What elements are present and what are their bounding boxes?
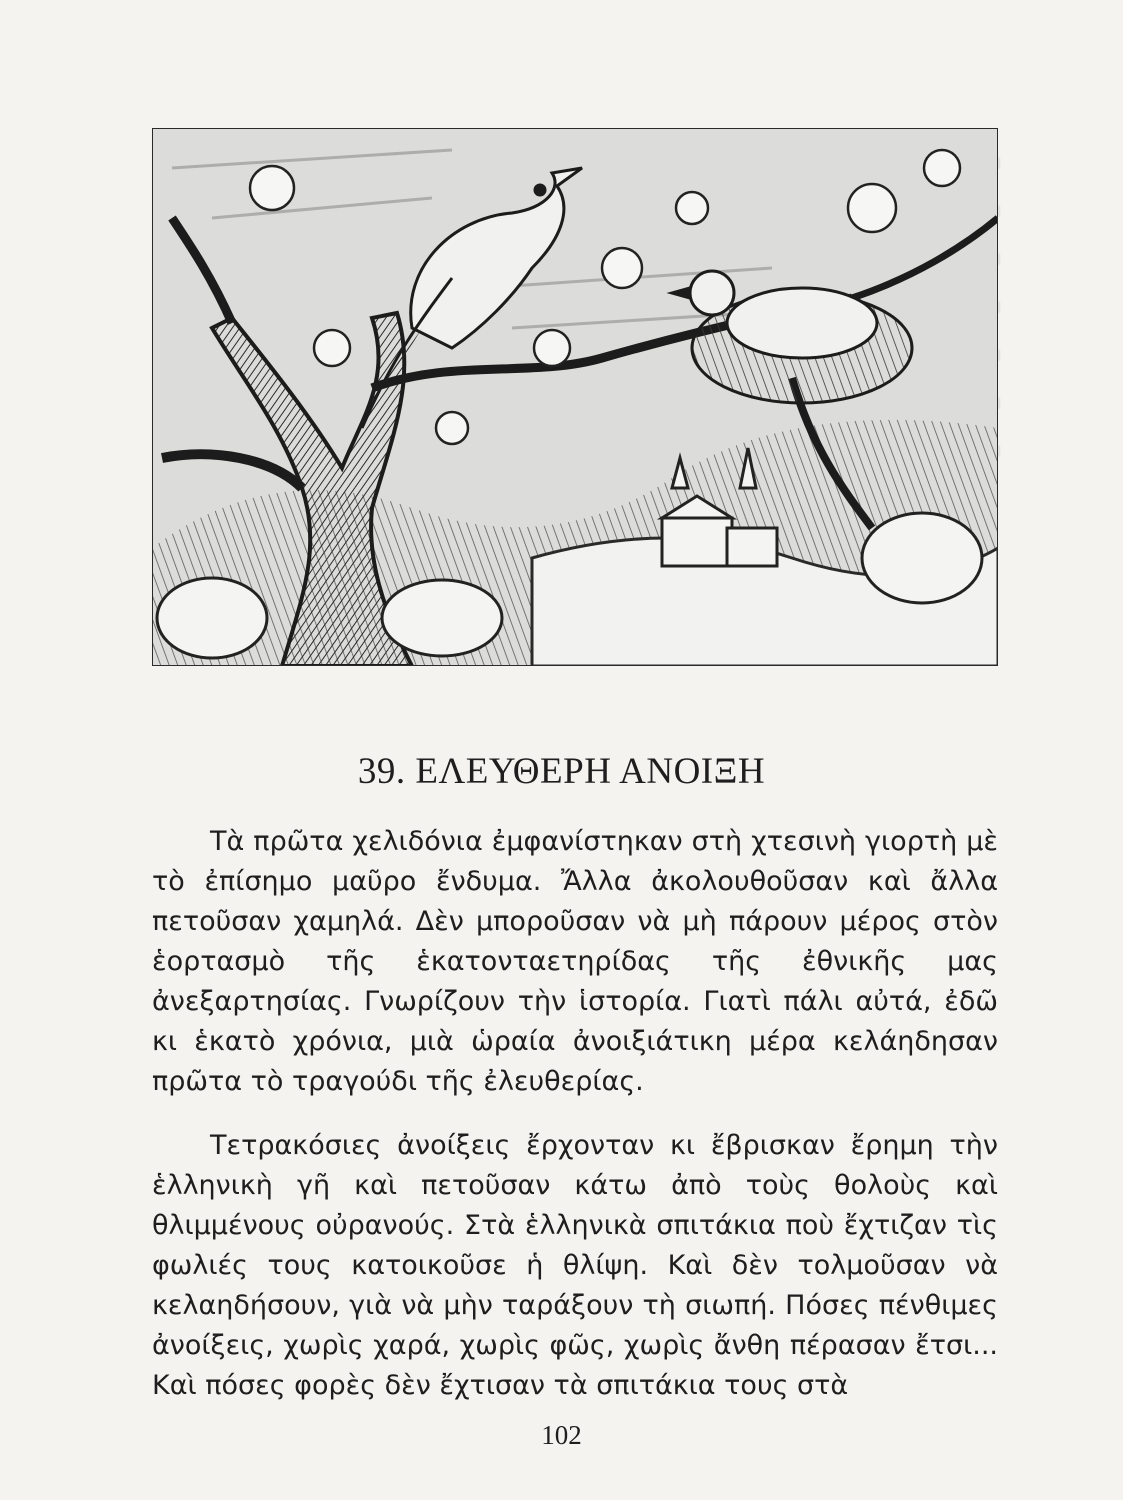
chapter-title: 39. ΕΛΕΥΘΕΡΗ ΑΝΟΙΞΗ	[357, 751, 766, 792]
paragraph-1: Τὰ πρῶτα χελιδόνια ἐμφανίστηκαν στὴ χτεσινὴ γιορτὴ μὲ τὸ ἐπίσημο μαῦρο ἔνδυμα. Ἄλλα ἀκολουθοῦσαν καὶ ἄλλα πετοῦσαν χαμηλά. Δὲν μποροῦσαν νὰ μὴ πάρουν μέρος στὸν ἑορτασμὸ τῆς ἑκατονταετηρίδας τῆς ἐθνικῆς μας ἀνεξαρτησίας. Γνωρίζουν τὴν ἱστορία. Γιατὶ πάλι αὐτά, ἐδῶ κι ἑκατὸ χρόνια, μιὰ ὡραία ἀνοιξιάτικη μέρα κελάηδησαν πρῶτα τὸ τραγούδι τῆς ἐλευθερίας.	[152, 826, 998, 1097]
woodcut-illustration	[152, 128, 998, 666]
page-number: 102	[541, 1420, 582, 1450]
paragraph-2: Τετρακόσιες ἀνοίξεις ἔρχονταν κι ἔβρισκαν ἔρημη τὴν ἑλληνικὴ γῆ καὶ πετοῦσαν κάτω ἀπὸ τοὺς θολοὺς καὶ θλιμμένους οὐρανούς. Στὰ ἑλληνικὰ σπιτάκια ποὺ ἔχτιζαν τὶς φωλιές τους κατοικοῦσε ἡ θλίψη. Καὶ δὲν τολμοῦσαν νὰ κελαηδήσουν, γιὰ νὰ μὴν ταράξουν τὴ σιωπή. Πόσες πένθιμες ἀνοίξεις, χωρὶς χαρά, χωρὶς φῶς, χωρὶς ἄνθη πέρασαν ἔτσι... Καὶ πόσες φορὲς δὲν ἔχτισαν τὰ σπιτάκια τους στὰ	[152, 1130, 998, 1401]
body-text	[152, 822, 998, 1430]
